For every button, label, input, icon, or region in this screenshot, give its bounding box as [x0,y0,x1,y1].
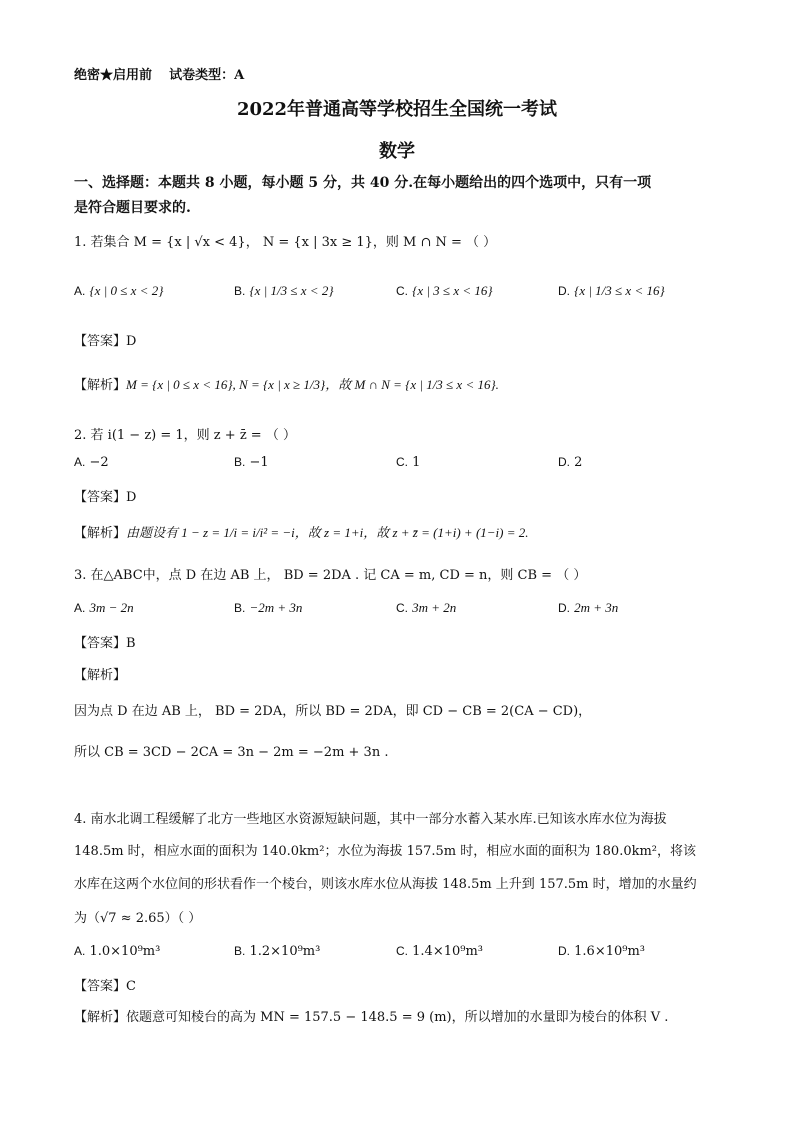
question-4-option-a [74,944,160,959]
option-text: 1 [412,455,421,470]
question-3-option-c [396,600,456,616]
option-text: {x | 1/3 ≤ x < 16} [574,283,665,298]
question-4-stem-line2: 148.5m 时，相应水面的面积为 140.0km²；水位为海拔 157.5m 时，相应水面的面积为 180.0km²，将该 [74,844,697,859]
option-label: B. [234,284,246,298]
question-4-stem-line1: 4. 南水北调工程缓解了北方一些地区水资源短缺问题，其中一部分水蓄入某水库.已知该水库水位为海拔 [74,812,667,827]
section-heading-line2: 是符合题目要求的. [74,200,191,216]
option-text: {x | 0 ≤ x < 2} [89,283,164,298]
question-2-analysis [74,522,529,541]
answer-value: B [126,636,136,651]
answer-tag: 【答案】 [74,490,127,505]
answer-value: C [126,979,136,994]
option-label: C. [396,455,408,469]
option-text: −2 [89,455,109,470]
option-text: −2m + 3n [249,600,303,615]
option-text: 1.4×10⁹m³ [412,944,483,959]
question-2-option-d [558,455,582,470]
analysis-text: M = {x | 0 ≤ x < 16}, N = {x | x ≥ 1/3}，故 M ∩ N = {x | 1/3 ≤ x < 16}. [126,377,499,392]
option-label: A. [74,455,86,469]
question-2-answer [74,486,136,505]
option-label: B. [234,455,246,469]
paper-type-label: 试卷类型：A [169,68,245,83]
option-text: 2 [574,455,583,470]
question-3-analysis-line2: 所以 CB = 3CD − 2CA = 3n − 2m = −2m + 3n . [74,745,389,760]
option-label: A. [74,601,86,615]
option-label: C. [396,601,408,615]
question-4-answer [74,975,136,994]
question-3-answer [74,632,136,651]
question-3-option-a [74,600,134,616]
question-4-option-d [558,944,645,959]
option-label: A. [74,284,86,298]
option-label: C. [396,284,408,298]
question-1-analysis [74,374,499,393]
option-text: 3m − 2n [89,600,134,615]
analysis-tag: 【解析】 [74,378,127,393]
question-4-stem-line3: 水库在这两个水位间的形状看作一个棱台，则该水库水位从海拔 148.5m 上升到 157.5m 时，增加的水量约 [74,877,697,892]
option-text: 3m + 2n [412,600,457,615]
answer-tag: 【答案】 [74,334,127,349]
question-1-option-c [396,283,493,299]
question-4-option-b [234,944,320,959]
option-text: 1.6×10⁹m³ [574,944,645,959]
analysis-tag: 【解析】 [74,1010,127,1025]
question-3-option-d [558,600,618,616]
section-heading-line1: 一、选择题：本题共 8 小题，每小题 5 分，共 40 分.在每小题给出的四个选项中，只有一项 [74,175,652,191]
confidential-label: 绝密★启用前 [74,68,153,83]
option-text: 1.2×10⁹m³ [249,944,321,959]
analysis-text: 依题意可知棱台的高为 MN = 157.5 − 148.5 = 9 (m)，所以增加的水量即为棱台的体积 V . [126,1010,669,1025]
subject-title: 数学 [379,141,415,162]
option-label: A. [74,944,86,958]
question-1-option-d [558,283,665,299]
analysis-text: 由题设有 1 − z = 1/i = i/i² = −i，故 z = 1+i，故 z + z̄ = (1+i) + (1−i) = 2. [126,525,529,540]
option-label: C. [396,944,408,958]
option-text: 2m + 3n [574,600,619,615]
question-2-stem: 2. 若 i(1 − z) = 1，则 z + z̄ = （ ） [74,428,296,443]
answer-value: D [126,490,137,505]
option-text: {x | 1/3 ≤ x < 2} [249,283,334,298]
exam-title: 2022年普通高等学校招生全国统一考试 [236,99,558,120]
question-1-stem: 1. 若集合 M = {x | √x < 4}， N = {x | 3x ≥ 1}，则 M ∩ N = （ ） [74,235,497,250]
question-3-stem: 3. 在△ABC中，点 D 在边 AB 上， BD = 2DA . 记 CA = m, CD = n，则 CB = （ ） [74,568,587,583]
question-2-option-b [234,455,269,470]
option-label: B. [234,944,246,958]
question-4-stem-line4: 为（√7 ≈ 2.65）（ ） [74,911,202,926]
option-label: B. [234,601,246,615]
question-1-option-b [234,283,334,299]
option-label: D. [558,601,570,615]
question-2-option-c [396,455,420,470]
question-1-option-a [74,283,163,299]
question-3-analysis-line1: 因为点 D 在边 AB 上， BD = 2DA，所以 BD = 2DA，即 CD − CB = 2(CA − CD)， [74,704,592,719]
header-line [74,64,244,83]
option-text: −1 [249,455,269,470]
option-text: 1.0×10⁹m³ [89,944,161,959]
question-4-analysis [74,1006,668,1025]
option-label: D. [558,944,570,958]
question-1-answer [74,330,136,349]
question-3-analysis-tag: 【解析】 [74,668,127,683]
analysis-tag: 【解析】 [74,526,127,541]
answer-tag: 【答案】 [74,636,127,651]
question-3-option-b [234,600,302,616]
option-label: D. [558,284,570,298]
option-text: {x | 3 ≤ x < 16} [412,283,493,298]
option-label: D. [558,455,570,469]
answer-tag: 【答案】 [74,979,127,994]
question-4-option-c [396,944,483,959]
answer-value: D [126,334,137,349]
question-2-option-a [74,455,109,470]
